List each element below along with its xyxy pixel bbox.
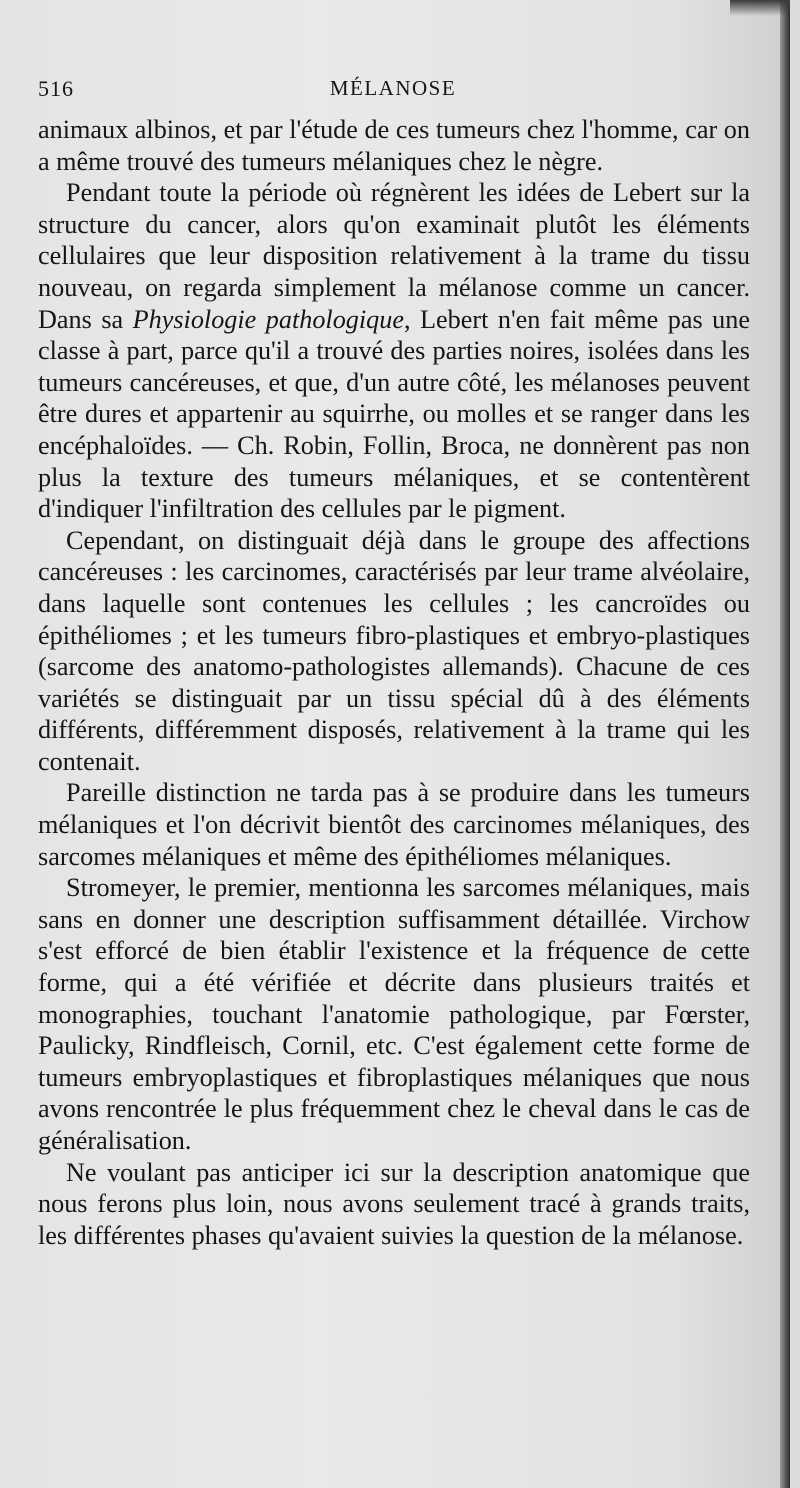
page-corner-shadow — [730, 0, 790, 16]
paragraph-5: Stromeyer, le premier, mentionna les sarcomes mélaniques, mais sans en donner une description suffisamment détaillée. Virchow s'est efforcé de bien établir l'existence et la fréquence de cette forme, qui a été vérifiée et décrite dans plusieurs traités et monographies, touchant l'anatomie pathologique, par Fœrster, Paulicky, Rindfleisch, Cornil, etc. C'est également cette forme de tumeurs embryoplastiques et fibroplastiques mélaniques que nous avons rencontrée le plus fréquemment chez le cheval dans le cas de généralisation. — [38, 873, 750, 1155]
paragraph-4: Pareille distinction ne tarda pas à se produire dans les tumeurs mélaniques et l'on décrivit bientôt des carcinomes mélaniques, des sarcomes mélaniques et même des épithéliomes mélaniques. — [38, 778, 750, 871]
book-title-italic: Physiologie pathologique — [132, 304, 404, 334]
paragraph-2-text-after: , Lebert n'en fait même pas une classe à part, parce qu'il a trouvé des parties noires, isolées dans les tumeurs cancéreuses, et que, d'un autre côté, les mélanoses peuvent être dures et appartenir au squirrhe, ou molles et se ranger dans les encéphaloïdes. — Ch. Robin, Follin, Broca, ne donnèrent pas non plus la texture des tumeurs mélaniques, et se contentèrent d'indiquer l'infiltration des cellules par le pigment. — [38, 304, 750, 524]
body-text — [38, 114, 750, 1251]
paragraph-3: Cependant, on distinguait déjà dans le groupe des affections cancéreuses : les carcinomes, caractérisés par leur trame alvéolaire, dans laquelle sont contenues les cellules ; les cancroïdes ou épithéliomes ; et les tumeurs fibro-plastiques et embryo-plastiques (sarcome des anatomo-pathologistes allemands). Chacune de ces variétés se distinguait par un tissu spécial dû à des éléments différents, différemment disposés, relativement à la trame qui les contenait. — [38, 525, 750, 776]
running-title: MÉLANOSE — [329, 76, 457, 100]
page-edge-shadow — [780, 0, 790, 1488]
paragraph-2 — [38, 177, 750, 525]
paragraph-1: animaux albinos, et par l'étude de ces tumeurs chez l'homme, car on a même trouvé des tumeurs mélaniques chez le nègre. — [38, 115, 750, 176]
paragraph-2-text-before: Pendant toute la période où régnèrent les idées de Lebert sur la structure du cancer, alors qu'on examinait plutôt les éléments cellulaires que leur disposition relativement à la trame du tissu nouveau, on regarda simplement la mélanose comme un cancer. Dans sa — [38, 178, 750, 334]
paragraph-6: Ne voulant pas anticiper ici sur la description anatomique que nous ferons plus loin, nous avons seulement tracé à grands traits, les différentes phases qu'avaient suivies la question de la mélanose. — [38, 1157, 750, 1250]
page-header — [38, 70, 748, 104]
page-number: 516 — [38, 76, 74, 101]
